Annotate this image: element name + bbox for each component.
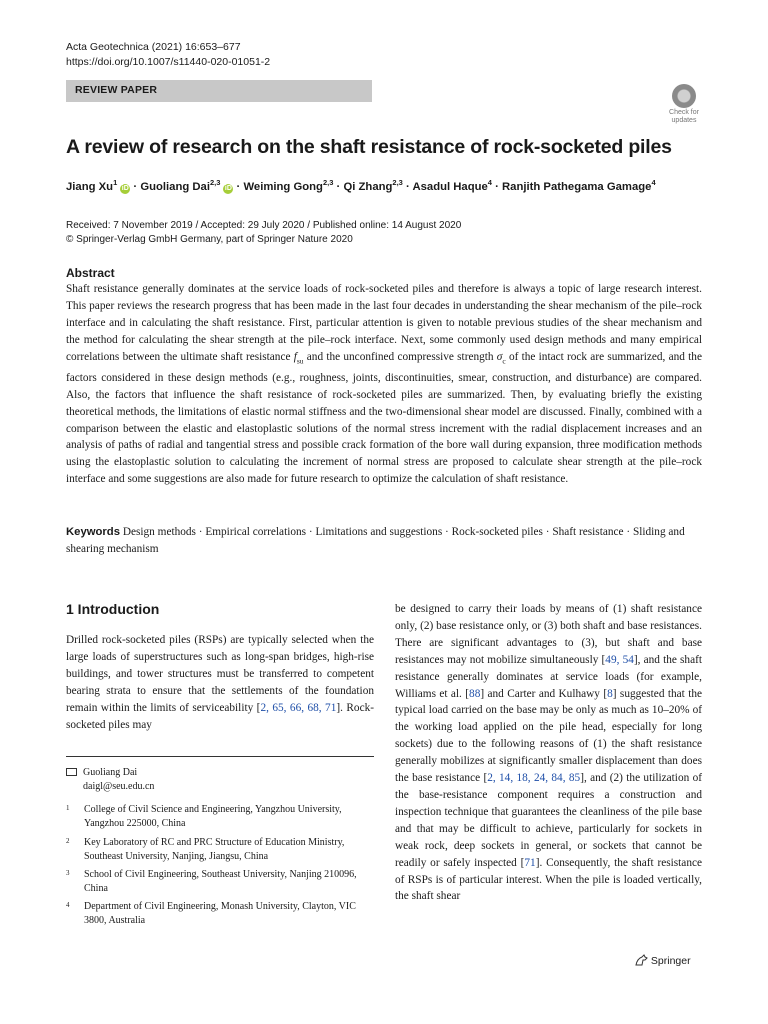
section-heading-introduction: 1 Introduction [66, 601, 160, 617]
check-updates-text: Check for updates [669, 109, 699, 124]
springer-horse-icon [634, 954, 648, 966]
author-list [66, 178, 726, 194]
citation-link[interactable]: 8 [607, 687, 613, 700]
history-dates: Received: 7 November 2019 / Accepted: 29 July 2020 / Published online: 14 August 2020 [66, 220, 462, 231]
author-separator: · [130, 180, 141, 193]
journal-header [66, 40, 270, 70]
publisher-logo [634, 954, 691, 967]
affiliation-3: 3 School of Civil Engineering, Southeast University, Nanjing 210096, China [66, 869, 357, 894]
check-updates-icon [672, 84, 696, 108]
keywords-label: Keywords [66, 526, 120, 538]
author-name[interactable]: Asadul Haque$^4$ [412, 178, 492, 193]
affiliation-1: 1 College of Civil Science and Engineering, Yangzhou University, Yangzhou 225000, China [66, 804, 342, 829]
author-separator: · [402, 180, 413, 193]
article-type-banner [66, 80, 372, 102]
journal-citation: Acta Geotechnica (2021) 16:653–677 [66, 41, 241, 53]
author-separator: · [333, 180, 344, 193]
keywords-text: Design methods · Empirical correlations · Limitations and suggestions · Rock-socketed piles · Shaft resistance · Sliding and shearing mechanism [66, 526, 685, 555]
intro-right-column: be designed to carry their loads by means of (1) shaft resistance only, (2) base resistance only, or (3) both shaft and base resistances. There are significant advantages to (3), but shaft and base resistances may not mobilize simultaneously [49, 54], and the shaft resistance generally dominates at service loads (for example, Williams et al. [88] and Carter and Kulhawy [8] suggested that the typical load carried on the base may be only as much as 10–20% of the working load applied on the pile head, especially for long sockets) due to the following reasons of (1) the shaft resistance generally mobilizes at significantly smaller displacement than does the base resistance [2, 14, 18, 24, 84, 85], and (2) the utilization of the base-resistance component requires a construction and inspection technique that guarantees the cleanliness of the pile base and that may be difficult to achieve, particularly for sockets in weak rock, deep sockets in general, or sockets that cannot be readily or safely inspected [71]. Consequently, the shaft resistance of RSPs is of particular interest. When the pile is loaded vertically, the shaft shear [395, 603, 703, 903]
citation-link[interactable]: 71 [524, 856, 536, 869]
footnote-divider [66, 756, 374, 757]
citation-link[interactable]: 2, 14, 18, 24, 84, 85 [487, 772, 581, 785]
envelope-icon [66, 768, 77, 776]
article-type-label: REVIEW PAPER [75, 84, 158, 96]
author-name[interactable]: Jiang Xu$^1$iD [66, 178, 129, 193]
citation-link[interactable]: 88 [469, 687, 481, 700]
affiliation-2: 2 Key Laboratory of RC and PRC Structure of Education Ministry, Southeast University, Nanjing, Jiangsu, China [66, 837, 345, 862]
intro-left-column: Drilled rock-socketed piles (RSPs) are typically selected when the large loads of superstructures such as long-span bridges, high-rise buildings, and tower structures must be transferred to competent bearing strata to ensure that the settlements of the foundation remain within the limits of serviceability [2, 65, 66, 68, 71]. Rock-socketed piles may [66, 634, 374, 731]
author-name[interactable]: Ranjith Pathegama Gamage$^4$ [502, 178, 656, 193]
doi-link[interactable]: https://doi.org/10.1007/s11440-020-01051-2 [66, 56, 271, 68]
author-separator: · [491, 180, 503, 193]
keywords [66, 524, 706, 558]
article-dates [66, 219, 461, 247]
author-separator: · [233, 180, 244, 193]
citation-link[interactable]: 49, 54 [605, 653, 634, 666]
citation-link[interactable]: 2, 65, 66, 68, 71 [260, 701, 337, 714]
corresponding-email[interactable]: daigl@seu.edu.cn [83, 781, 155, 792]
abstract-body: Shaft resistance generally dominates at the service loads of rock-socketed piles and therefore is always a topic of large research interest. This paper reviews the research progress that has been made in the last four decades in understanding the shear mechanism of the pile–rock interface and in calculating the shaft resistance. First, particular attention is given to notable previous studies of the shear mechanism and the method for calculating the shear strength at the pile–rock interface. Next, some commonly used design methods and many empirical correlations between the ultimate shaft resistance $f_{su}$ and the unconfined compressive strength $\sigma_c$ of the intact rock are summarized, and the factors considered in these design methods (e.g., roughness, joints, discontinuities, smear, construction, and disturbance) are compared. Also, the factors that influence the shaft resistance of rock-socketed piles are summarized. Then, by evaluating briefly the existing theoretical methods, the limitations of elastic normal stiffness and the two-dimensional shear model are discussed. Finally, combined with a comparison between the elastic and elastoplastic solutions of the normal stress increment with the radial displacement increases and an analysis of paths of radial and tangential stress and possible crack formation of the bore wall during expansion, three modification methods using the elastoplastic solution to calculating the increment of normal stress are proposed to calculate shear strength at the pile–rock interface and some suggestions are also made for future research to optimize the calculation of shaft resistance. [66, 283, 702, 486]
corresponding-name: Guoliang Dai [83, 767, 138, 778]
orcid-icon[interactable]: iD [121, 184, 129, 192]
affiliation-4: 4 Department of Civil Engineering, Monash University, Clayton, VIC 3800, Australia [66, 901, 356, 926]
corresponding-author [66, 766, 154, 794]
paper-title: A review of research on the shaft resistance of rock-socketed piles [66, 136, 672, 158]
abstract-heading: Abstract [66, 266, 115, 280]
author-name[interactable]: Qi Zhang$^{2,3}$ [343, 178, 403, 193]
author-name[interactable]: Guoliang Dai$^{2,3}$iD [140, 178, 232, 193]
orcid-icon[interactable]: iD [224, 184, 232, 192]
copyright-notice: © Springer-Verlag GmbH Germany, part of Springer Nature 2020 [66, 234, 353, 245]
check-for-updates-badge[interactable] [664, 84, 704, 124]
publisher-name: Springer [650, 955, 691, 967]
author-name[interactable]: Weiming Gong$^{2,3}$ [243, 178, 334, 193]
